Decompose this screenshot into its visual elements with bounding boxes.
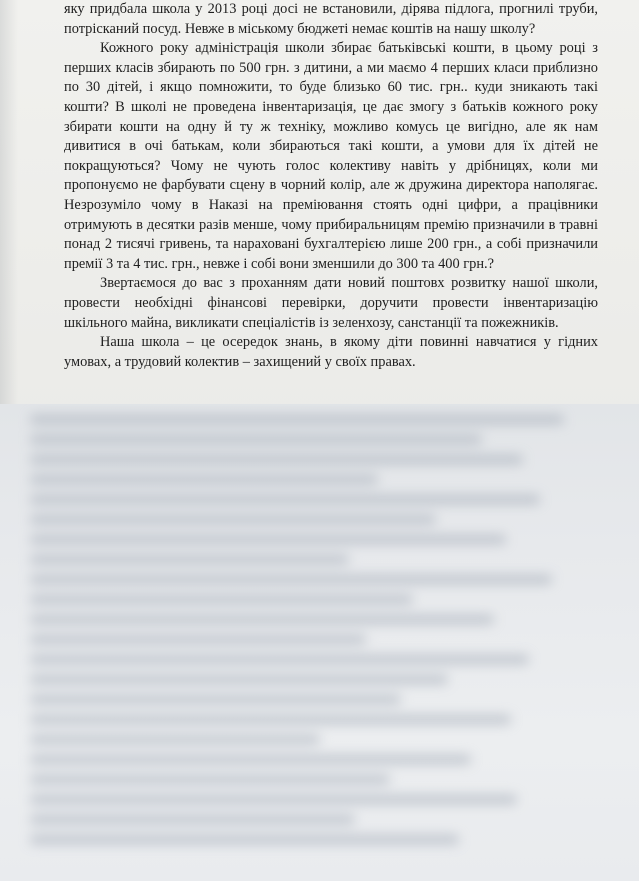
paragraph-1: яку придбала школа у 2013 році досі не встановили, дірява підлога, прогнилі труби, потрісканий посуд. Невже в міському бюджеті немає коштів на нашу школу? bbox=[64, 1, 598, 37]
blurred-text-lines bbox=[30, 404, 610, 855]
paragraph-3: Звертаємося до вас з проханням дати новий поштовх розвитку нашої школи, провести необхідні фінансові перевірки, доручити провести інвентаризацію шкільного майна, викликати спеціалістів із зеленхозу, санстанції та пожежників. bbox=[64, 275, 598, 331]
paragraph-2: Кожного року адміністрація школи збирає батьківські кошти, в цьому році з перших класів збирають по 500 грн. з дитини, а ми маємо 4 перших класи приблизно по 30 дітей, і якщо помножити, то буде близько 60 тис. грн.. куди зникають такі кошти? В школі не проведена інвентаризація, це дає змогу з батьків кожного року збирати кошти на одну й ту ж техніку, можливо комусь це вигідно, але як нам дивитися в очі батькам, коли збираються такі кошти, а умови для їх дітей не покращуються? Чому не чують голос колективу навіть у дрібницях, коли ми пропонуємо не фарбувати сцену в чорний колір, але ж дружина директора наполягає. Незрозуміло чому в Наказі на преміювання стоять одні цифри, а працівники отримують в десятки разів менше, чому прибиральницям премію призначили в травні понад 2 тисячі гривень, та нараховані бухгалтерією лише 200 грн., а собі призначили премії 3 та 4 тис. грн., невже і собі вони зменшили до 300 та 400 грн.? bbox=[64, 40, 598, 272]
blurred-redacted-region bbox=[0, 404, 639, 881]
paragraph-4: Наша школа – це осередок знань, в якому діти повинні навчатися у гідних умовах, а трудовий колектив – захищений у своїх правах. bbox=[64, 334, 598, 370]
document-body bbox=[64, 0, 598, 372]
